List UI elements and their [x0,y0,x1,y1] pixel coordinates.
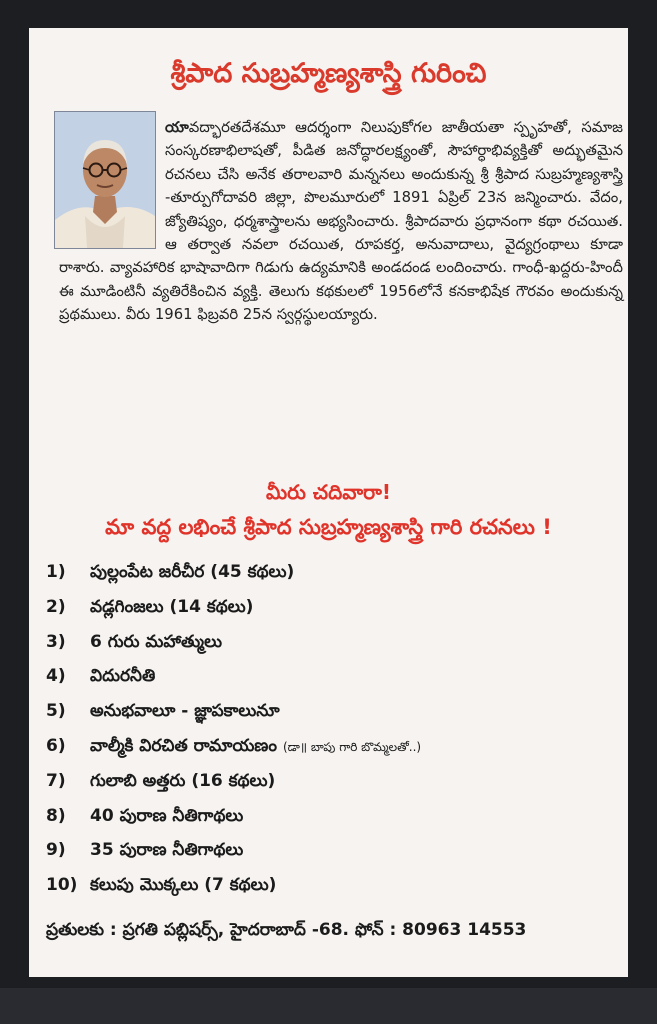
list-item [46,659,616,694]
list-item-title: కలుపు మొక్కలు (7 కథలు) [90,875,277,896]
list-item-title: విదురనీతి [90,666,156,687]
bio-lead: యా [165,119,189,136]
list-item-number: 2) [46,596,66,617]
list-item [46,799,616,834]
list-item [46,764,616,799]
list-item-title: గులాబి అత్తరు (16 కథలు) [90,770,276,791]
list-item-title: 40 పురాణ నీతిగాథలు [90,805,244,826]
list-item [46,555,616,590]
author-biography [59,116,623,327]
section-heading-works: మా వద్ద లభించే శ్రీపాద సుబ్రహ్మణ్యశాస్త్రి గారి రచనలు ! [105,515,552,539]
bio-text: వద్భారతదేశమూ ఆదర్శంగా నిలుపుకోగల జాతీయతా స్పృహతో, సమాజ సంస్కరణాభిలాషతో, పీడిత జనోద్ధారలక్ష్యంతో, సౌహార్ధాభివ్యక్తితో అద్భుతమైన రచనలు చేసి అనేక తరాలవారి మన్ననలు అందుకున్న శ్రీ శ్రీపాద సుబ్రహ్మణ్యశాస్త్రి -తూర్పుగోదావరి జిల్లా, పొలమూరులో 1891 ఏప్రిల్ 23న జన్మించారు. వేదం, జ్యోతిష్యం, ధర్మశాస్త్రాలను అభ్యసించారు. శ్రీపాదవారు ప్రధానంగా కథా రచయిత. ఆ తర్వాత నవలా రచయిత, రూపకర్త, అనువాదాలు, వైద్యగ్రంథాలు కూడా రాశారు. వ్యావహారిక భాషావాదిగా గిడుగు ఉద్యమానికి అండదండ లందించారు. గాంధీ-ఖద్దరు-హిందీ ఈ మూడింటినీ వ్యతిరేకించిన వ్యక్తి. తెలుగు కథకులలో 1956లోనే కనకాభిషేక గౌరవం అందుకున్న ప్రథములు. వీరు 1961 ఫిబ్రవరి 25న స్వర్గస్థులయ్యారు. [59,119,623,324]
list-item-number: 7) [46,770,66,791]
list-item-note: (డా॥ బాపు గారి బొమ్మలతో..) [282,739,422,754]
list-item-title: వడ్లగింజలు (14 కథలు) [90,596,254,617]
list-item [46,625,616,660]
list-item [46,833,616,868]
list-item-number: 8) [46,805,66,826]
list-item-number: 9) [46,840,66,861]
book-back-cover [29,28,628,977]
list-item-number: 4) [46,666,66,687]
background-strip [0,988,657,1024]
list-item-title: 35 పురాణ నీతిగాథలు [90,840,244,861]
list-item [46,590,616,625]
list-item-number: 6) [46,735,66,756]
page-title: శ్రీపాద సుబ్రహ్మణ్యశాస్త్రి గురించి [170,58,487,89]
list-item-number: 1) [46,562,66,582]
list-item-number: 3) [46,631,66,652]
list-item-number: 5) [46,701,66,722]
list-item-number: 10) [46,875,78,896]
list-item-title: అనుభవాలూ - జ్ఞాపకాలునూ [90,701,280,722]
list-item [46,868,616,903]
list-item [46,729,616,764]
works-list [46,555,616,903]
section-heading-question: మీరు చదివారా! [265,480,392,504]
publisher-contact: ప్రతులకు : ప్రగతి పబ్లిషర్స్, హైదరాబాద్ -68. ఫోన్ : 80963 14553 [46,920,527,940]
list-item-title: 6 గురు మహాత్ములు [90,631,223,652]
list-item [46,694,616,729]
list-item-title: వాల్మీకి విరచిత రామాయణం [90,735,277,756]
list-item-title: పుల్లంపేట జరీచీర (45 కథలు) [90,562,295,582]
